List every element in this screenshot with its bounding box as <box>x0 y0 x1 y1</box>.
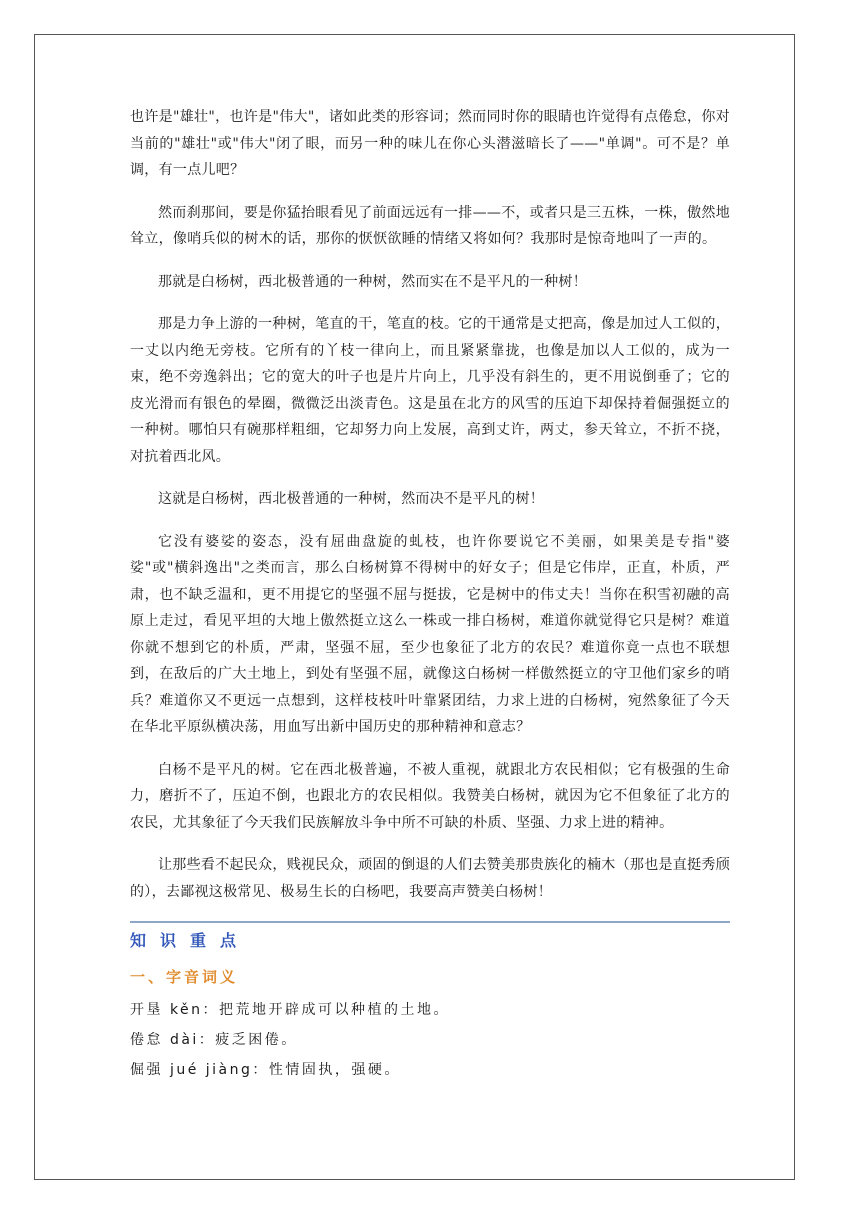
paragraph: 这就是白杨树，西北极普通的一种树，然而决不是平凡的树！ <box>158 491 545 507</box>
paragraph: 然而刹那间，要是你猛抬眼看见了前面远远有一排——不，或者只是三五株，一株，傲然地耸立，像哨兵似的树木的话，那你的恹恹欲睡的情绪又将如何？我那时是惊奇地叫了一声的。 <box>130 204 730 247</box>
vocab-item: 开垦 kěn：把荒地开辟成可以种植的土地。 <box>130 1002 451 1018</box>
paragraph: 也许是"雄壮"，也许是"伟大"，诸如此类的形容词；然而同时你的眼睛也许觉得有点倦怠，你对当前的"雄壮"或"伟大"闭了眼，而另一种的味儿在你心头潜滋暗长了——"单调"。可不是？单调，有一点儿吧？ <box>130 109 730 178</box>
subsection-title: 一、字音词义 <box>130 968 239 986</box>
paragraph: 让那些看不起民众，贱视民众，顽固的倒退的人们去赞美那贵族化的楠木（那也是直挺秀颀的），去鄙视这极常见、极易生长的白杨吧，我要高声赞美白杨树！ <box>130 857 730 900</box>
section-title: 知识重点 <box>130 931 251 950</box>
document-body <box>130 104 730 1085</box>
section-divider <box>130 921 730 923</box>
paragraph: 白杨不是平凡的树。它在西北极普遍，不被人重视，就跟北方农民相似；它有极强的生命力，磨折不了，压迫不倒，也跟北方的农民相似。我赞美白杨树，就因为它不但象征了北方的农民，尤其象征了今天我们民族解放斗争中所不可缺的朴质、坚强、力求上进的精神。 <box>130 761 730 831</box>
vocab-item: 倦怠 dài：疲乏困倦。 <box>130 1032 298 1048</box>
paragraph: 那是力争上游的一种树，笔直的干，笔直的枝。它的干通常是丈把高，像是加过人工似的，一丈以内绝无旁枝。它所有的丫枝一律向上，而且紧紧靠拢，也像是加以人工似的，成为一束，绝不旁逸斜出；它的宽大的叶子也是片片向上，几乎没有斜生的，更不用说倒垂了；它的皮光滑而有银色的晕圈，微微泛出淡青色。这是虽在北方的风雪的压迫下却保持着倔强挺立的一种树。哪怕只有碗那样粗细，它却努力向上发展，高到丈许，两丈，参天耸立，不折不挠，对抗着西北风。 <box>130 316 730 465</box>
paragraph: 那就是白杨树，西北极普通的一种树，然而实在不是平凡的一种树！ <box>158 273 587 290</box>
vocab-item: 倔强 jué jiàng：性情固执，强硬。 <box>130 1062 401 1078</box>
paragraph: 它没有婆娑的姿态，没有屈曲盘旋的虬枝，也许你要说它不美丽，如果美是专指"婆娑"或"横斜逸出"之类而言，那么白杨树算不得树中的好女子；但是它伟岸，正直，朴质，严肃，也不缺乏温和，更不用提它的坚强不屈与挺拔，它是树中的伟丈夫！当你在积雪初融的高原上走过，看见平坦的大地上傲然挺立这么一株或一排白杨树，难道你就觉得它只是树？难道你就不想到它的朴质，严肃，坚强不屈，至少也象征了北方的农民？难道你竟一点也不联想到，在敌后的广大土地上，到处有坚强不屈，就像这白杨树一样傲然挺立的守卫他们家乡的哨兵？难道你又不更远一点想到，这样枝枝叶叶靠紧团结，力求上进的白杨树，宛然象征了今天在华北平原纵横决荡，用血写出新中国历史的那种精神和意志？ <box>130 533 730 735</box>
